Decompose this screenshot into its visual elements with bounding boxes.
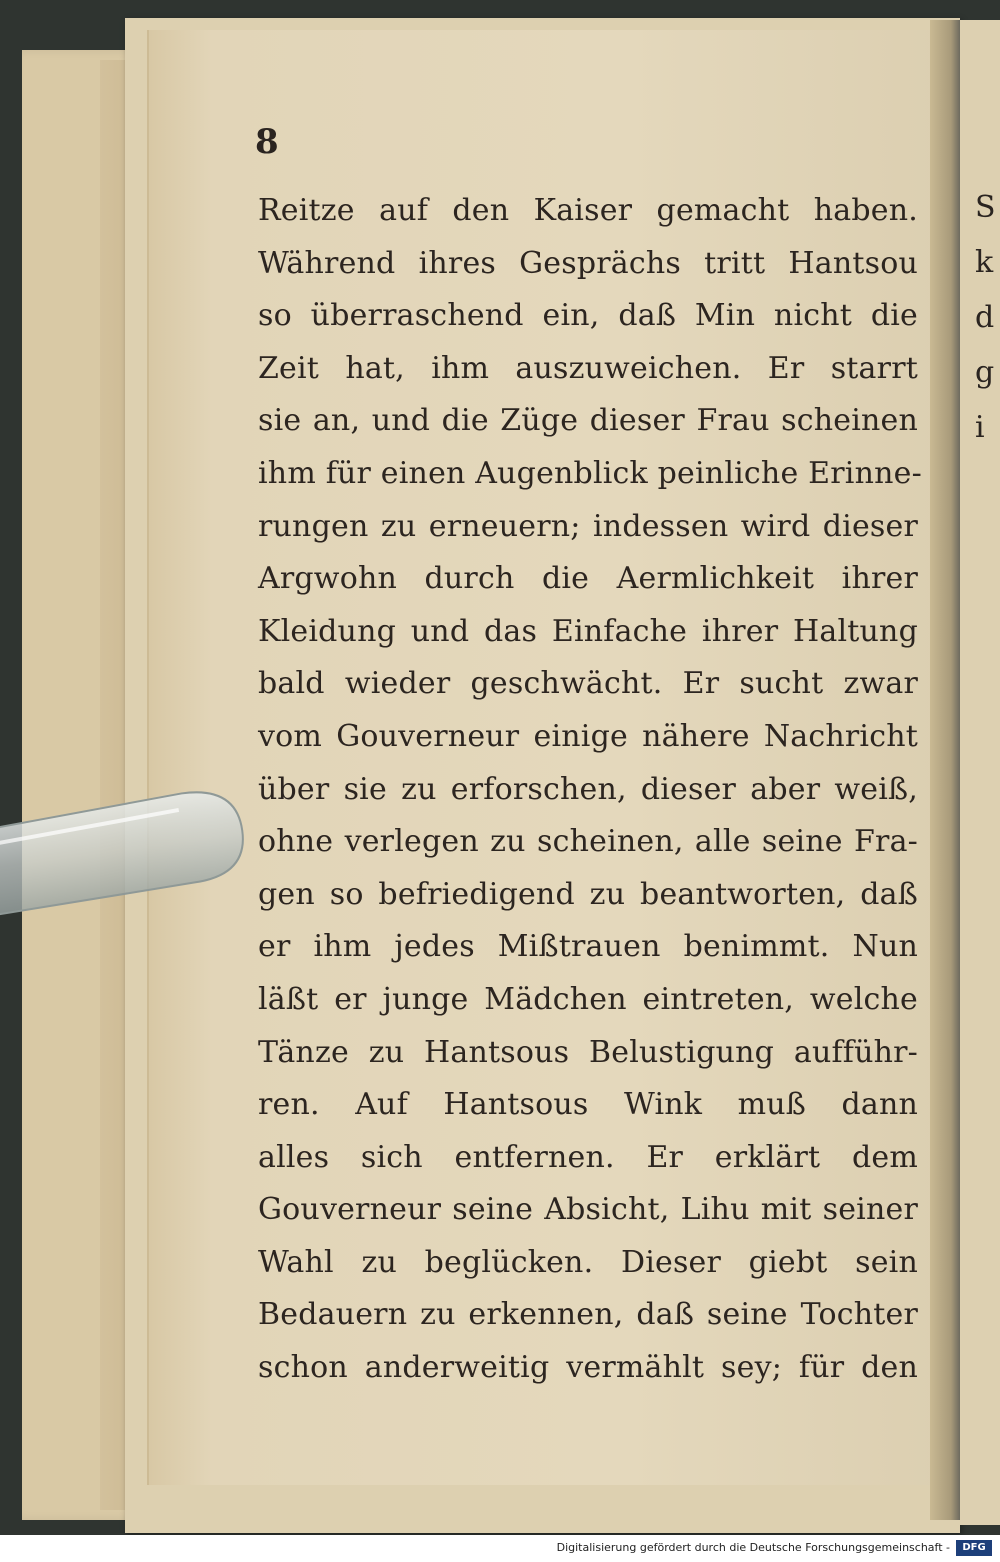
book-gutter: [930, 20, 960, 1520]
text-line: Bedauern zu erkennen, daß seine Tochter: [258, 1297, 918, 1333]
text-line: ren. Auf Hantsous Wink muß dann: [258, 1087, 918, 1123]
text-line: rungen zu erneuern; indessen wird dieser: [258, 508, 918, 544]
page-number: 8: [255, 122, 279, 162]
text-line: so überraschend ein, daß Min nicht die: [258, 298, 918, 334]
text-line: alles sich entfernen. Er erklärt dem: [258, 1139, 918, 1175]
text-line: sie an, und die Züge dieser Frau scheinen: [258, 403, 918, 439]
text-line: bald wieder geschwächt. Er sucht zwar: [258, 666, 918, 702]
text-line: Tänze zu Hantsous Belustigung aufführ-: [258, 1034, 918, 1070]
dfg-logo: DFG: [956, 1540, 992, 1556]
text-line: Gouverneur seine Absicht, Lihu mit seiner: [258, 1192, 918, 1228]
next-page-letters: [975, 180, 999, 455]
text-line: ihm für einen Augenblick peinliche Erinne-: [258, 455, 922, 491]
text-line: Zeit hat, ihm auszuweichen. Er starrt: [258, 350, 918, 386]
text-line: Kleidung und das Einfache ihrer Haltung: [258, 613, 918, 649]
text-line: Wahl zu beglücken. Dieser giebt sein: [258, 1244, 918, 1280]
next-page-letter: i: [975, 410, 985, 445]
text-line: läßt er junge Mädchen eintreten, welche: [258, 981, 918, 1017]
text-line: Während ihres Gesprächs tritt Hantsou: [258, 245, 918, 281]
footer-credit: Digitalisierung gefördert durch die Deutsche Forschungsgemeinschaft -: [556, 1541, 950, 1554]
text-line: gen so befriedigend zu beantworten, daß: [258, 876, 918, 912]
text-line: er ihm jedes Mißtrauen benimmt. Nun: [258, 929, 918, 965]
text-line: Argwohn durch die Aermlichkeit ihrer: [258, 561, 918, 597]
next-page-letter: S: [975, 190, 996, 225]
footer-bar: [0, 1535, 1000, 1562]
text-line: ohne verlegen zu scheinen, alle seine Fra-: [258, 824, 918, 860]
text-line: über sie zu erforschen, dieser aber weiß,: [258, 771, 918, 807]
text-line: vom Gouverneur einige nähere Nachricht: [258, 718, 918, 754]
page-text: [258, 185, 922, 1395]
text-line: Reitze auf den Kaiser gemacht haben.: [258, 193, 918, 228]
text-line: schon anderweitig vermählt sey; für den: [258, 1350, 918, 1386]
next-page-letter: g: [975, 355, 995, 390]
next-page-letter: k: [975, 245, 994, 280]
next-page-letter: d: [975, 300, 995, 335]
